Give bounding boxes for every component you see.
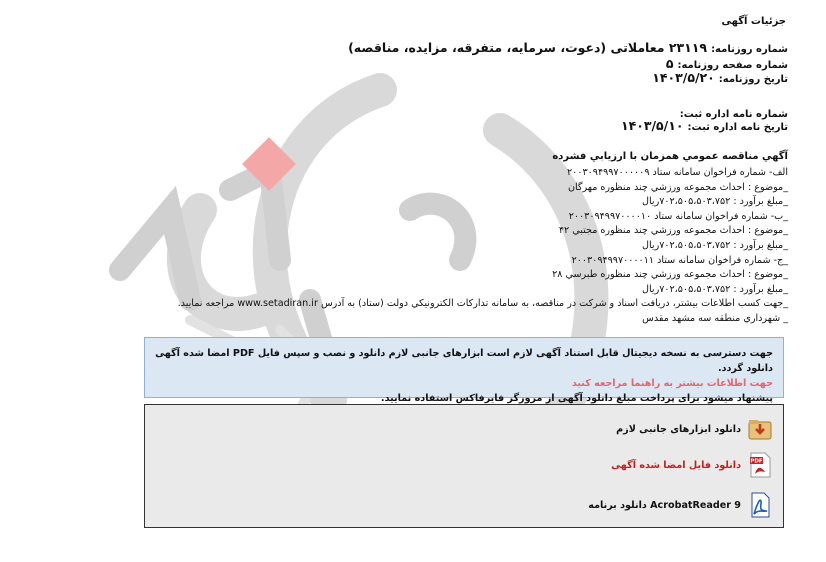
ad-line: _مبلغ برآورد : ۷۰۲،۵۰۵،۵۰۳،۷۵۲ريال	[642, 196, 788, 208]
ad-line: _موضوع : احداث مجموعه ورزشي چند منظوره مجتبي ۴۲	[558, 225, 788, 237]
download-folder-icon	[747, 416, 773, 442]
ad-line: _جهت كسب اطلاعات بيشتر، دريافت اسناد و شركت در مناقصه، به سامانه تداركات الكترونيكي دولت (ستاد) به آدرس www.setadiran.ir مراجعه نماييد.	[177, 298, 788, 310]
newspaper-number-label: شماره روزنامه:	[711, 44, 788, 55]
ad-line: _موضوع : احداث مجموعه ورزشي چند منظوره طبرسي ۲۸	[552, 269, 788, 281]
download-tools-label: دانلود ابزارهای جانبی لازم	[616, 423, 741, 435]
ad-line: الف- شماره فراخوان سامانه ستاد ۲۰۰۳۰۹۴۹۹۷۰۰۰۰۰۹	[567, 167, 788, 178]
download-acrobat-link[interactable]	[588, 491, 773, 519]
ad-line: _مبلغ برآورد : ۷۰۲،۵۰۵،۵۰۳،۷۵۲ريال	[642, 239, 788, 251]
acrobat-reader-icon	[747, 492, 773, 518]
registry-letter-number-label: شماره نامه اداره ثبت:	[679, 109, 788, 120]
registry-letter-date-value: ۱۴۰۳/۵/۱۰	[620, 118, 684, 133]
help-guide-link[interactable]: جهت اطلاعات بیشتر به راهنما مراجعه کنید	[571, 378, 773, 389]
newspaper-date-row	[652, 70, 788, 85]
pdf-icon-text: PDF	[750, 458, 763, 465]
newspaper-page-label: شماره صفحه روزنامه:	[677, 60, 788, 71]
newspaper-date-value: ۱۴۰۳/۵/۲۰	[652, 70, 715, 85]
pdf-file-icon	[747, 452, 773, 478]
newspaper-date-label: تاریخ روزنامه:	[718, 74, 788, 85]
ad-body	[148, 166, 788, 327]
ad-title: آگهي مناقصه عمومي همزمان با ارزيابي فشرده	[552, 151, 788, 162]
info-firefox-tip: پیشنهاد میشود برای پرداخت مبلغ دانلود آگهی از مرورگر فایرفاکس استفاده نمایید.	[380, 393, 773, 404]
newspaper-page-value: ۵	[665, 56, 674, 71]
ad-line: _مبلغ برآورد : ۷۰۲،۵۰۵،۵۰۳،۷۵۲ريال	[642, 283, 788, 295]
newspaper-number-value: ۲۳۱۱۹ معاملاتی (دعوت، سرمایه، متفرقه، مزایده، مناقصه)	[348, 40, 708, 55]
page-heading: جزئیات آگهی	[721, 16, 786, 27]
download-pdf-label: دانلود فایل امضا شده آگهی	[611, 459, 741, 471]
digital-access-info-box	[144, 337, 784, 404]
registry-letter-date-label: تاریخ نامه اداره ثبت:	[687, 122, 788, 133]
registry-letter-date-row	[621, 118, 788, 133]
ad-line: _ب- شماره فراخوان سامانه ستاد ۲۰۰۳۰۹۴۹۹۷۰۰۰۰۱۰	[568, 210, 788, 222]
download-acrobat-label: دانلود برنامه AcrobatReader 9	[588, 499, 741, 511]
info-instructions: جهت دسترسی به نسخه دیجیتال قابل استناد آگهی لازم است ابزارهای جانبی لازم دانلود و نصب و سپس فایل PDF امضا شده آگهی دانلود گردد.	[155, 348, 773, 374]
downloads-panel	[144, 404, 784, 528]
newspaper-page-row	[666, 56, 788, 71]
ad-line: _ شهرداري منطقه سه مشهد مقدس	[642, 312, 788, 324]
download-tools-link[interactable]	[616, 415, 773, 443]
newspaper-number-row	[348, 40, 788, 55]
download-signed-pdf-link[interactable]	[611, 451, 773, 479]
ad-line: _ج- شماره فراخوان سامانه ستاد ۲۰۰۳۰۹۴۹۹۷۰۰۰۰۱۱	[571, 254, 788, 266]
ad-line: _موضوع : احداث مجموعه ورزشي چند منظوره مهرگان	[567, 181, 788, 193]
